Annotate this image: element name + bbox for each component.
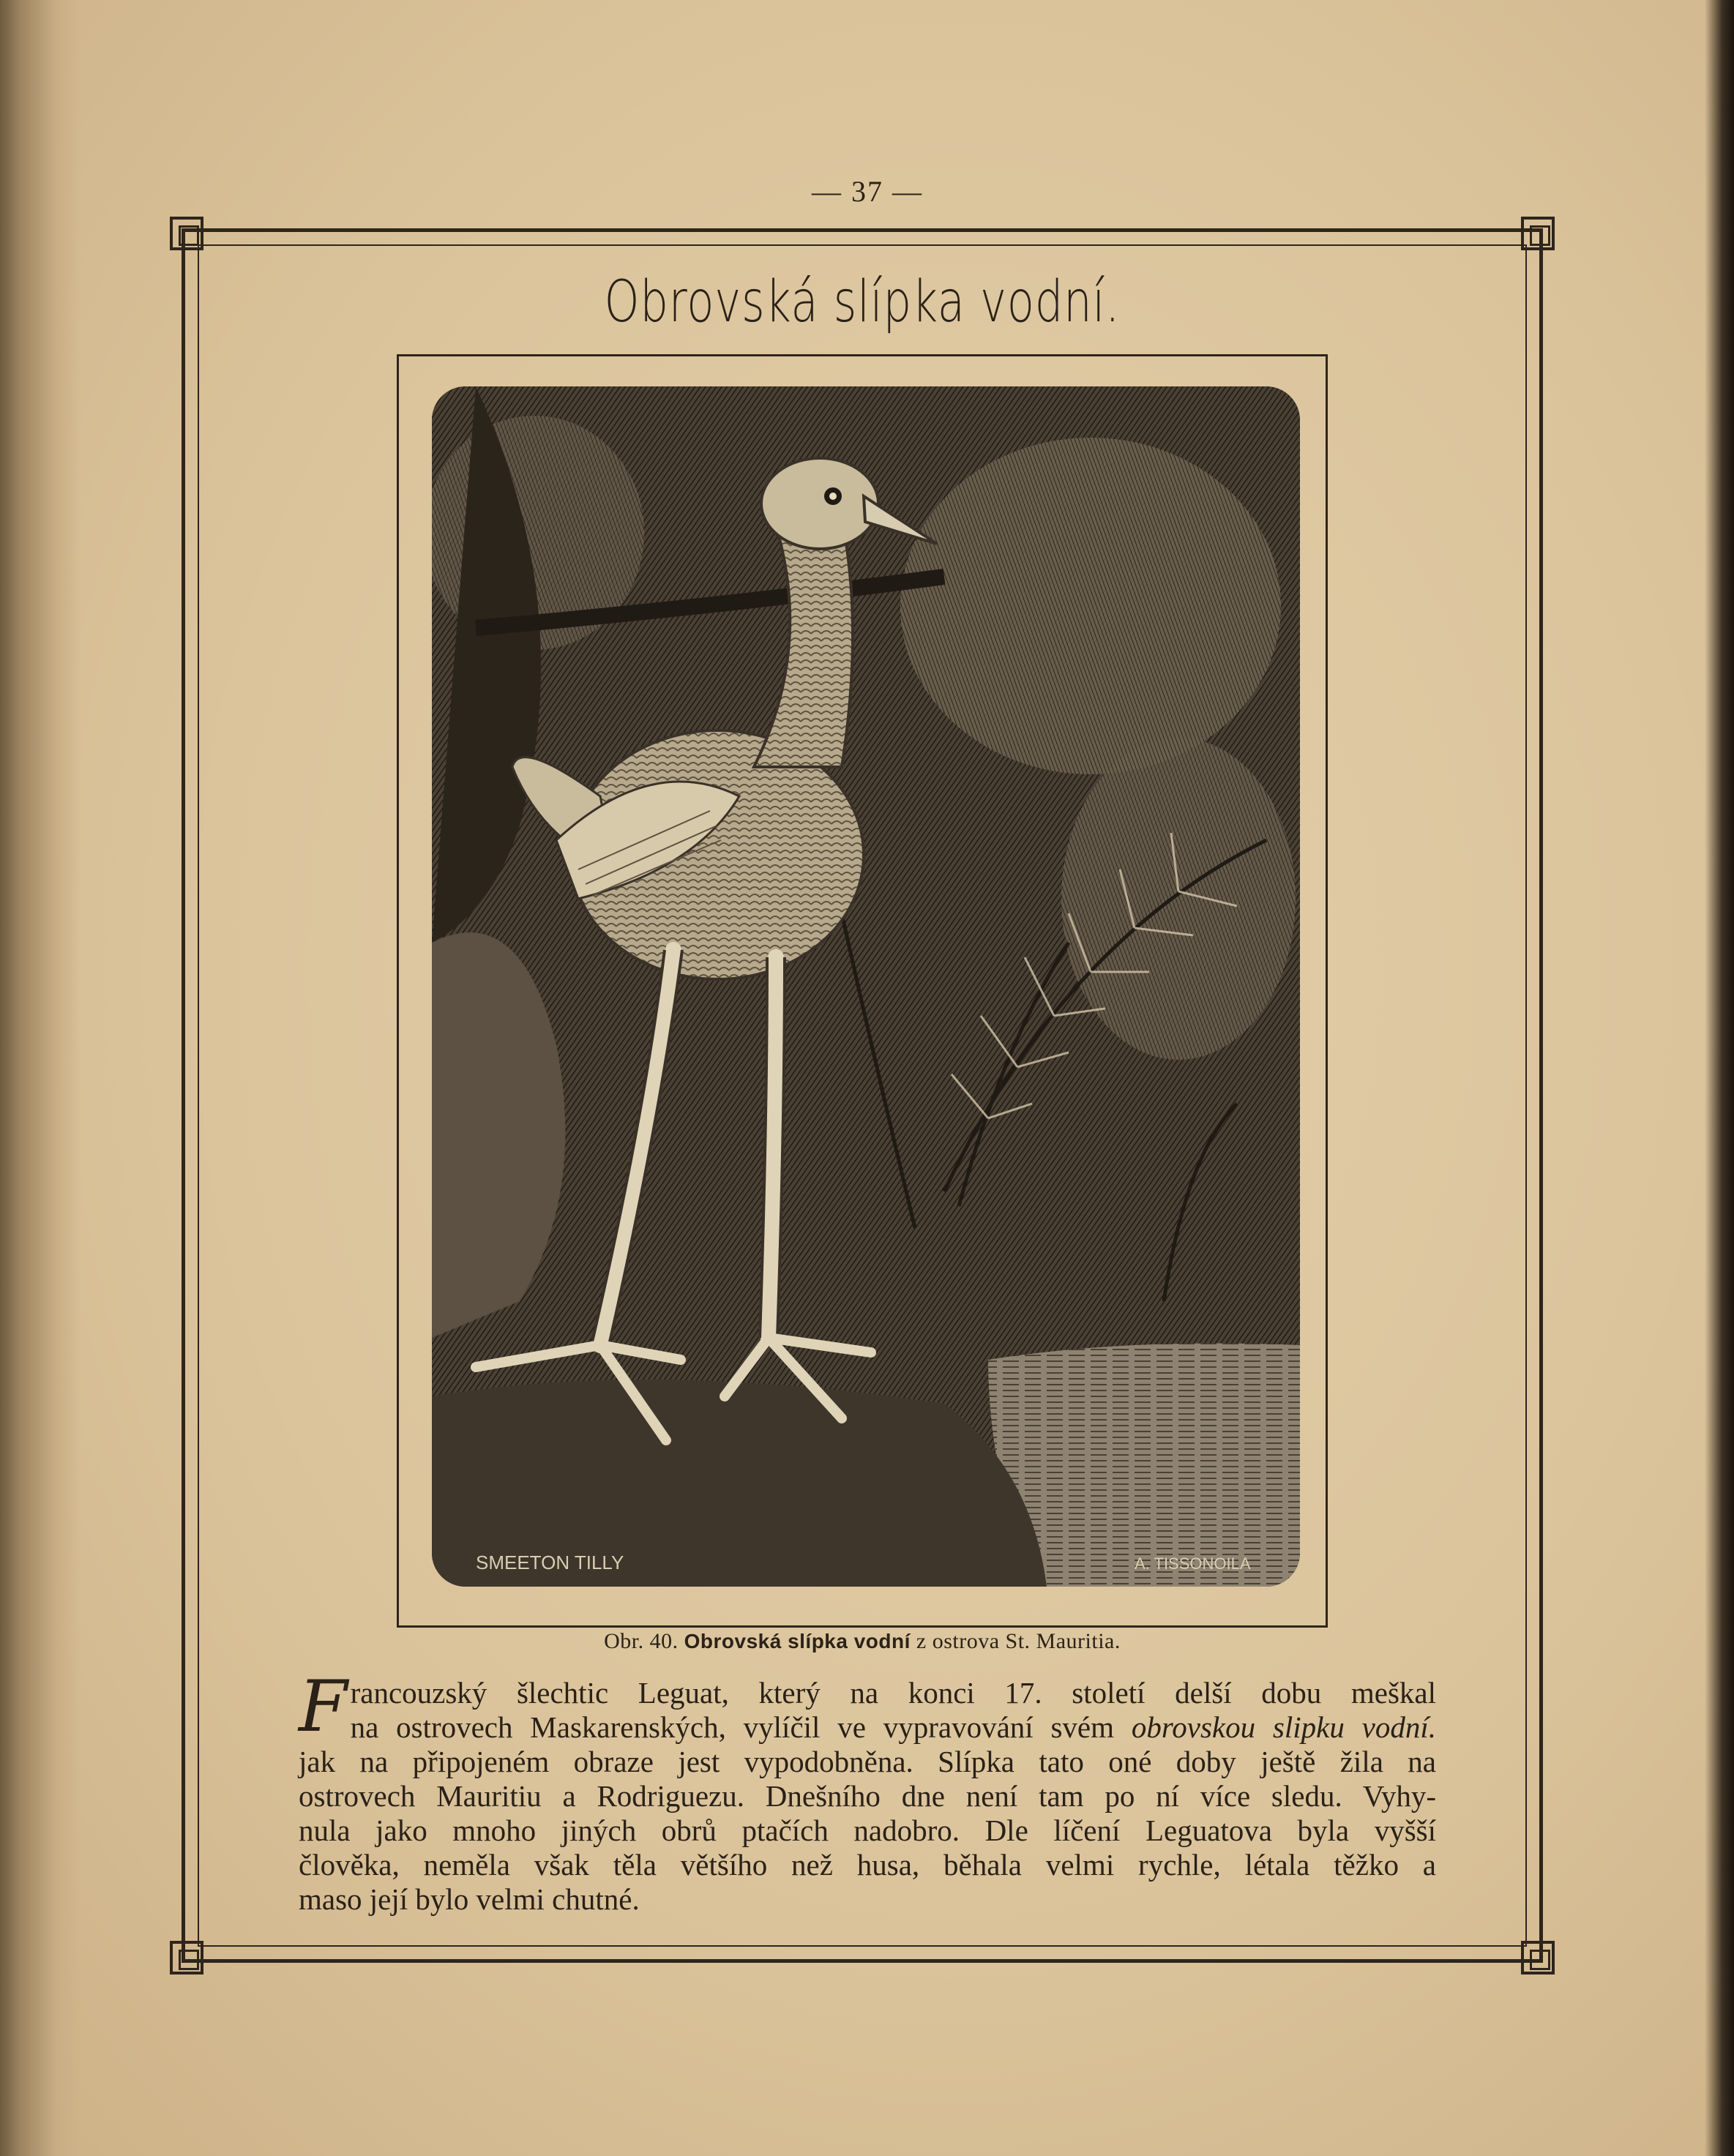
caption-figure-number: Obr. 40. [604,1629,679,1653]
bird-engraving-image [432,386,1300,1587]
caption-source: z ostrova St. Mauritia. [916,1629,1121,1653]
body-line-5: nula jako mnoho jiných obrů ptačích nadobro. Dle líčení Leguatova byla vyšší [299,1813,1436,1847]
frame-corner-ornament [1521,1941,1555,1975]
engraving-illustration [432,386,1300,1587]
body-line-4: ostrovech Mauritiu a Rodriguezu. Dnešního dne není tam po ní více sledu. Vyhy- [299,1779,1436,1813]
engraver-signature-left: SMEETON TILLY [476,1552,624,1573]
frame-corner-ornament [170,217,203,250]
italic-phrase: obrovskou slipku vodní. [1131,1710,1437,1744]
drop-cap: F [299,1666,348,1748]
book-gutter-shadow [0,0,81,2156]
body-line-7: maso její bylo velmi chutné. [299,1882,640,1916]
body-line-3: jak na připojeném obraze jest vypodobněna. Slípka tato oné doby ještě žila na [299,1745,1436,1778]
body-line-2 [299,1710,1436,1745]
body-line-2-text: na ostrovech Maskarenských, vylíčil ve vypravování svém [350,1710,1115,1744]
body-line-6: člověka, neměla však těla většího než husa, běhala velmi rychle, létala těžko a [299,1848,1436,1882]
page-title: Obrovská slípka vodní. [604,269,1121,335]
body-line-1: rancouzský šlechtic Leguat, který na konci 17. století delší dobu meškal [350,1676,1436,1710]
page-edge-shadow [1705,0,1734,2156]
figure-caption [397,1629,1328,1654]
article-body [299,1666,1437,1917]
frame-corner-ornament [1521,217,1555,250]
caption-title: Obrovská slípka vodní [684,1630,911,1652]
frame-corner-ornament [170,1941,203,1975]
engraver-signature-right: A. TISSONOILA [1135,1554,1251,1573]
page-number: — 37 — [812,175,923,208]
